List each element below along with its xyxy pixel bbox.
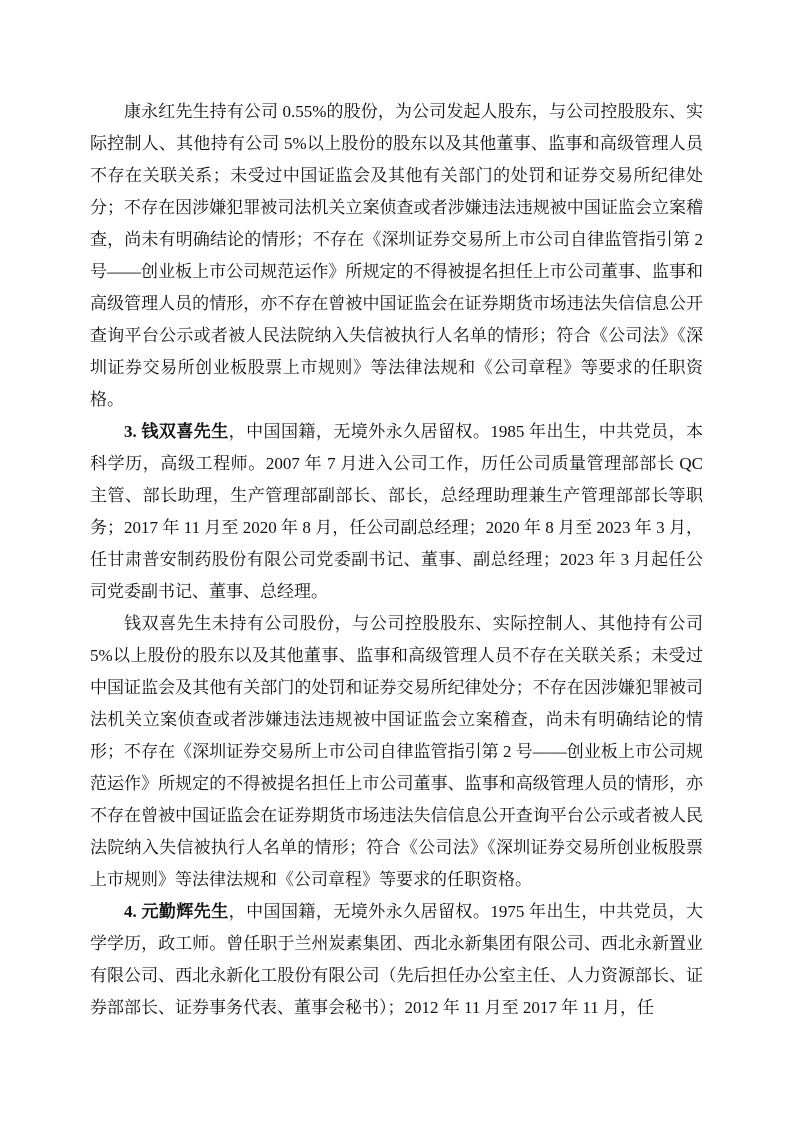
paragraph-qian-shuangxi-qualifications xyxy=(90,608,703,896)
paragraph-yuan-qinhui-bio xyxy=(90,896,703,1024)
paragraph-text: 康永红先生持有公司 0.55%的股份，为公司发起人股东，与公司控股股东、实际控制人、其他持有公司 5%以上股份的股东以及其他董事、监事和高级管理人员不存在关联关系；未受过中国证监会及其他有关部门的处罚和证券交易所纪律处分；不存在因涉嫌犯罪被司法机关立案侦查或者涉嫌违法违规被中国证监会立案稽查，尚未有明确结论的情形；不存在《深圳证券交易所上市公司自律监管指引第 2 号——创业板上市公司规范运作》所规定的不得被提名担任上市公司董事、监事和高级管理人员的情形，亦不存在曾被中国证监会在证券期货市场违法失信信息公开查询平台公示或者被人民法院纳入失信被执行人名单的情形；符合《公司法》《深圳证券交易所创业板股票上市规则》等法律法规和《公司章程》等要求的任职资格。 xyxy=(90,102,703,409)
paragraph-kang-yonghong-qualifications xyxy=(90,96,703,416)
paragraph-text: ，中国国籍，无境外永久居留权。1985 年出生，中共党员，本科学历，高级工程师。2007 年 7 月进入公司工作，历任公司质量管理部部长 QC 主管、部长助理，生产管理部副部长、部长，总经理助理兼生产管理部部长等职务；2017 年 11 月至 2020 年 8 月，任公司副总经理；2020 年 8 月至 2023 年 3 月，任甘肃普安制药股份有限公司党委副书记、董事、副总经理；2023 年 3 月起任公司党委副书记、董事、总经理。 xyxy=(90,422,704,601)
paragraph-text: ，中国国籍，无境外永久居留权。1975 年出生，中共党员，大学学历，政工师。曾任职于兰州炭素集团、西北永新集团有限公司、西北永新置业有限公司、西北永新化工股份有限公司（先后担任办公室主任、人力资源部长、证券部部长、证券事务代表、董事会秘书）；2012 年 11 月至 2017 年 11 月，任 xyxy=(90,902,704,1017)
paragraph-text: 钱双喜先生未持有公司股份，与公司控股股东、实际控制人、其他持有公司5%以上股份的股东以及其他董事、监事和高级管理人员不存在关联关系；未受过中国证监会及其他有关部门的处罚和证券交易所纪律处分；不存在因涉嫌犯罪被司法机关立案侦查或者涉嫌违法违规被中国证监会立案稽查，尚未有明确结论的情形；不存在《深圳证券交易所上市公司自律监管指引第 2 号——创业板上市公司规范运作》所规定的不得被提名担任上市公司董事、监事和高级管理人员的情形，亦不存在曾被中国证监会在证券期货市场违法失信信息公开查询平台公示或者被人民法院纳入失信被执行人名单的情形；符合《公司法》《深圳证券交易所创业板股票上市规则》等法律法规和《公司章程》等要求的任职资格。 xyxy=(90,614,703,889)
person-name-qian-shuangxi: 3. 钱双喜先生 xyxy=(124,422,229,441)
person-name-yuan-qinhui: 4. 元勤辉先生 xyxy=(124,902,229,921)
paragraph-qian-shuangxi-bio xyxy=(90,416,703,608)
